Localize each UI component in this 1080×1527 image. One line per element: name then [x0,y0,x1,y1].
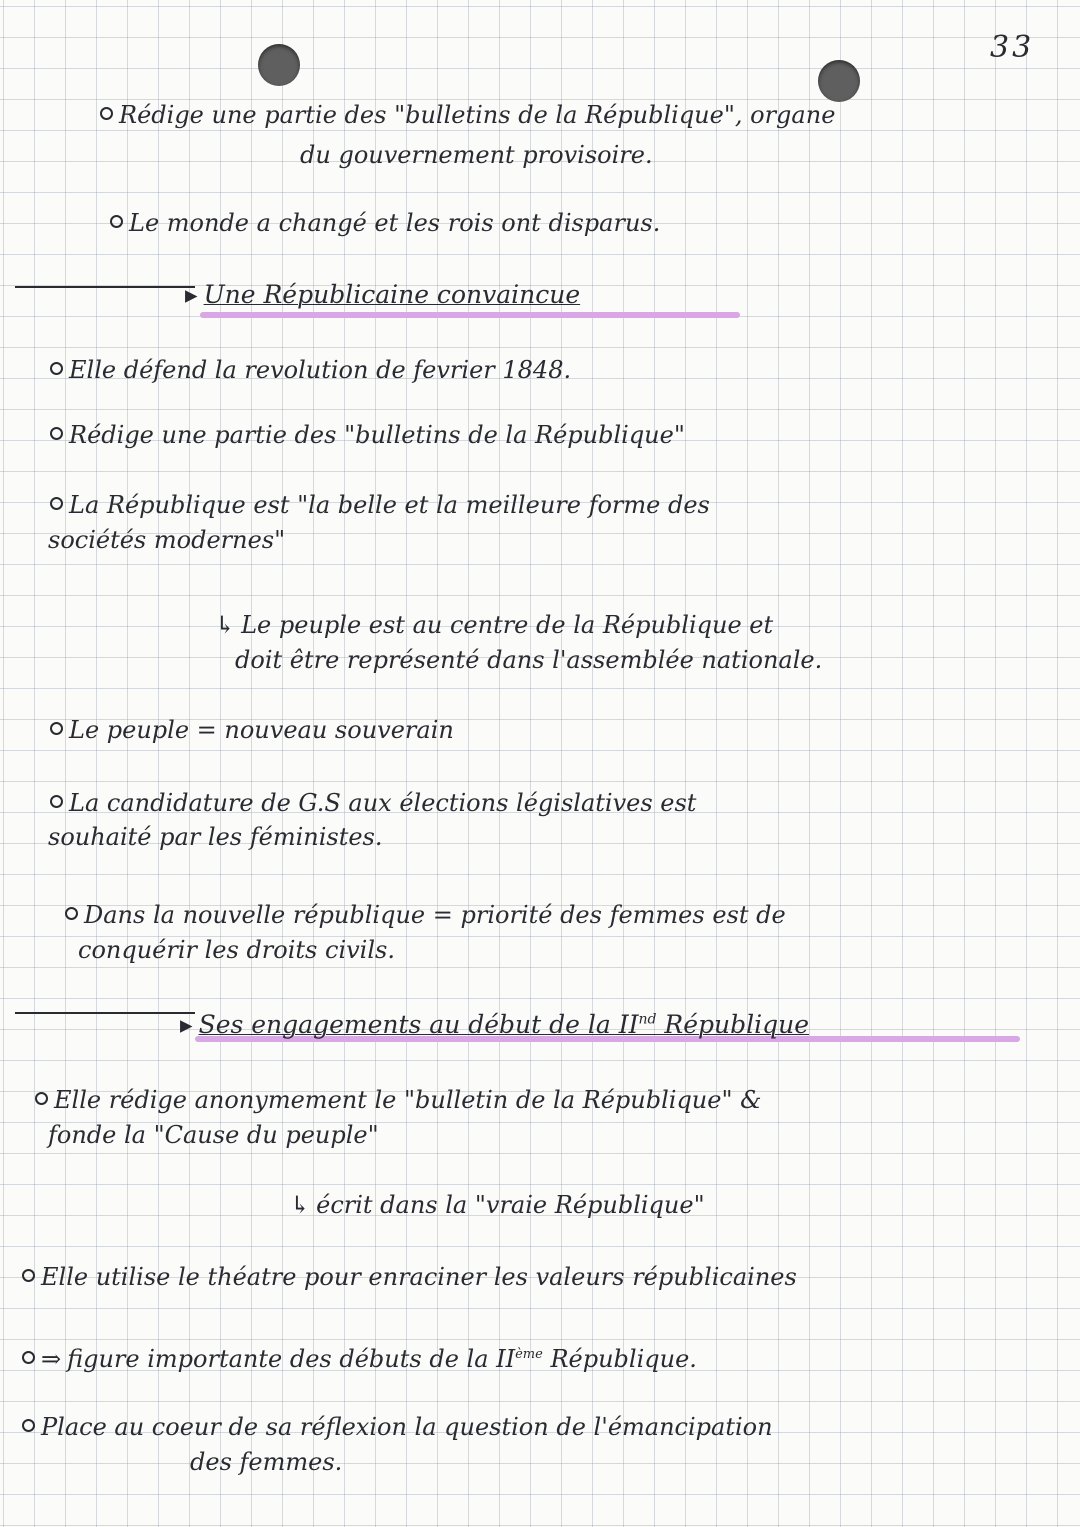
bullet-icon [110,215,123,228]
note-line: La candidature de G.S aux élections législatives est [50,788,696,818]
note-line: du gouvernement provisoire. [300,141,653,169]
section-heading: ▸ Ses engagements au début de la IInd République [180,1010,810,1040]
heading-highlight [200,312,740,318]
binder-hole-right [818,60,860,102]
note-line: Rédige une partie des "bulletins de la République" [50,420,685,450]
bullet-icon [22,1269,35,1282]
bullet-icon [22,1351,35,1364]
note-line: sociétés modernes" [48,526,286,554]
page-number: 33 [990,30,1035,65]
binder-hole-left [258,44,300,86]
note-line: souhaité par les féministes. [48,823,383,851]
note-line: conquérir les droits civils. [78,936,395,964]
note-line: Dans la nouvelle république = priorité des femmes est de [65,900,786,930]
note-line: Elle utilise le théatre pour enraciner les valeurs républicaines [22,1262,797,1292]
bullet-icon [50,795,63,808]
section-divider [15,1012,195,1014]
note-line: Le peuple = nouveau souverain [50,715,454,745]
note-line: ↳ écrit dans la "vraie République" [290,1191,705,1219]
bullet-icon [50,497,63,510]
arrow-right-icon: ▸ [180,1010,193,1040]
arrow-right-icon: ▸ [185,280,198,309]
note-line: ⇒ figure importante des débuts de la IIème République. [22,1340,697,1374]
note-line: Elle rédige anonymement le "bulletin de la République" & [35,1085,762,1115]
sub-arrow-icon: ↳ [290,1191,311,1219]
note-line: Place au coeur de sa réflexion la question de l'émancipation [22,1412,773,1442]
bullet-icon [50,362,63,375]
bullet-icon [22,1419,35,1432]
note-line: ↳ Le peuple est au centre de la République et [215,611,774,639]
bullet-icon [50,722,63,735]
note-line: Rédige une partie des "bulletins de la République", organe [100,100,835,130]
note-line: Elle défend la revolution de fevrier 1848. [50,355,571,385]
note-line: doit être représenté dans l'assemblée nationale. [235,646,823,674]
note-line: fonde la "Cause du peuple" [48,1121,379,1149]
sub-arrow-icon: ↳ [215,611,236,639]
bullet-icon [65,907,78,920]
note-line: La République est "la belle et la meilleure forme des [50,490,710,520]
double-arrow-icon: ⇒ [41,1345,62,1373]
section-divider [15,286,195,288]
section-heading: ▸ Une Républicaine convaincue [185,280,581,309]
bullet-icon [50,427,63,440]
note-line: des femmes. [190,1448,343,1476]
bullet-icon [100,107,113,120]
bullet-icon [35,1092,48,1105]
note-line: Le monde a changé et les rois ont disparus. [110,208,660,238]
